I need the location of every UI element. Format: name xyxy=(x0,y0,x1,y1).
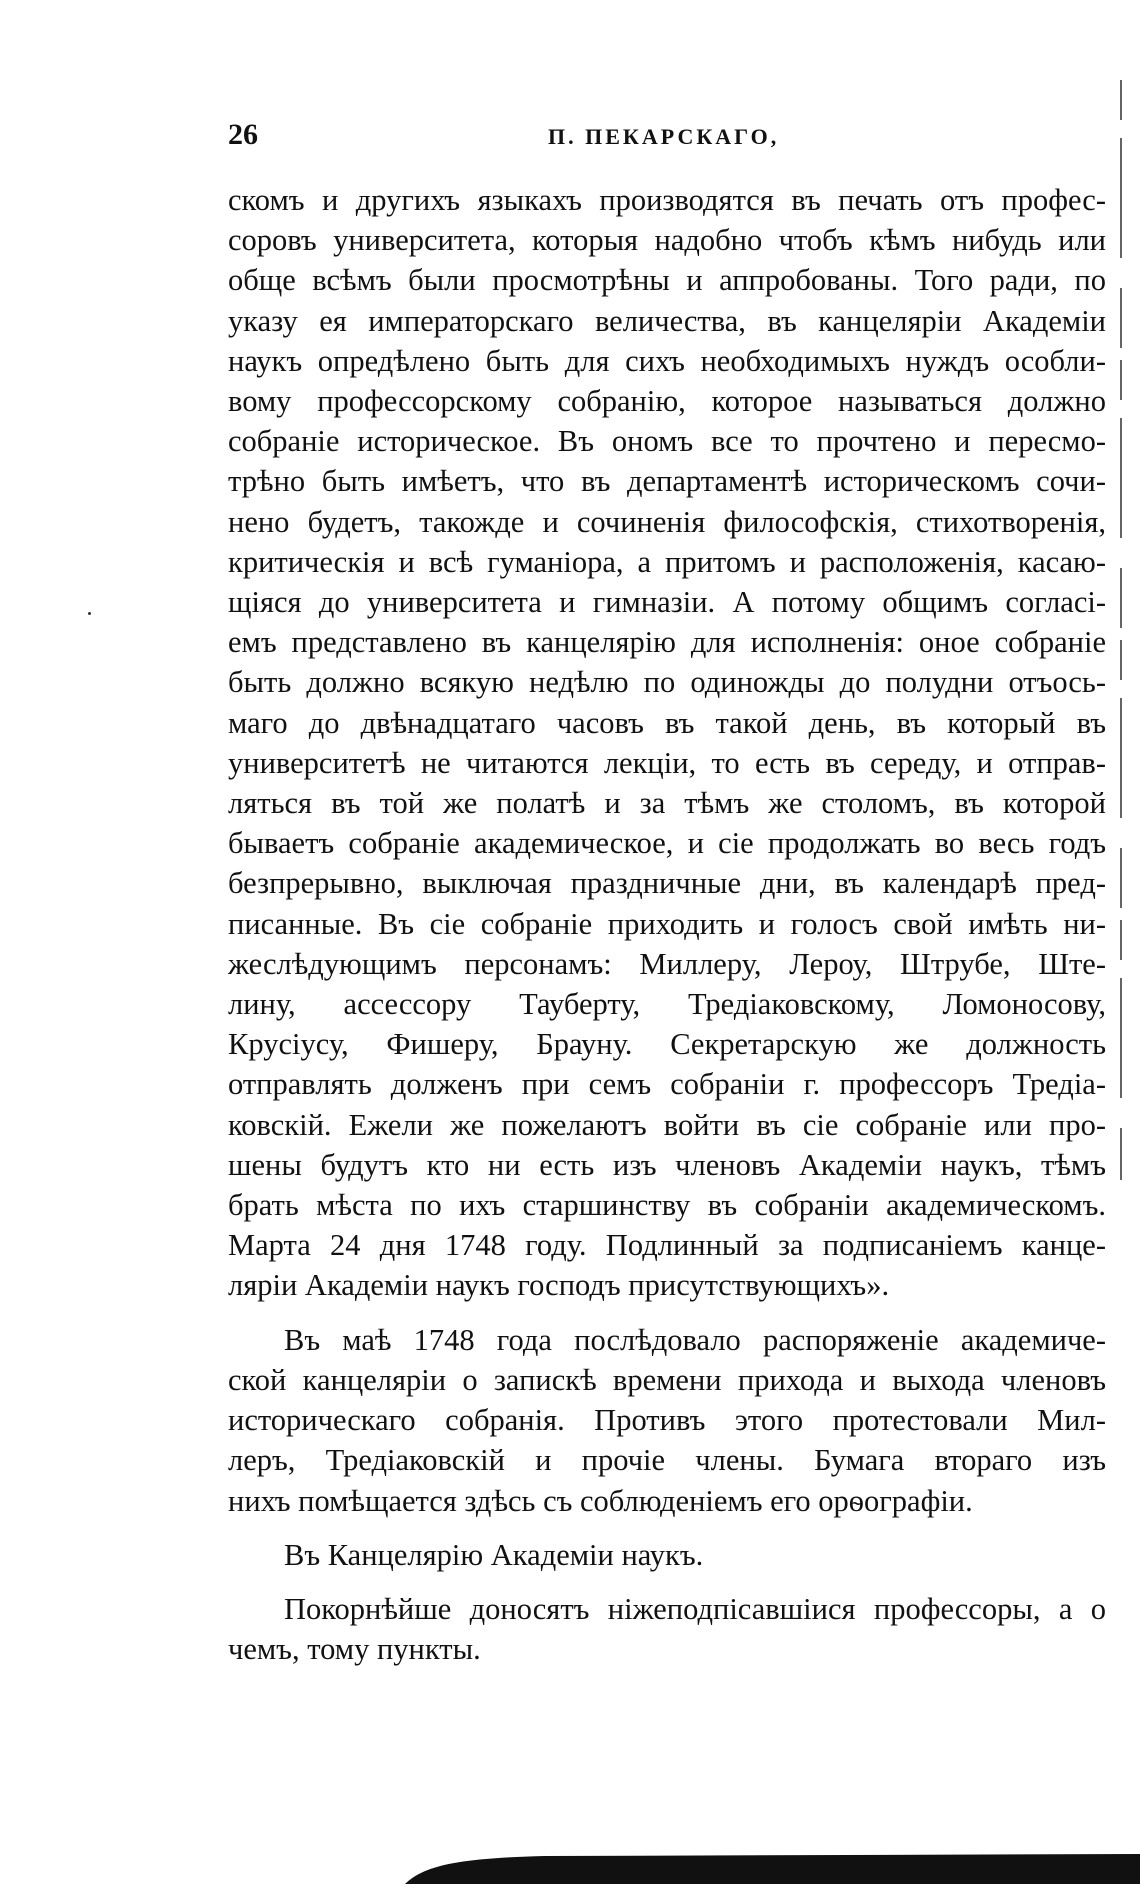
text-line: вому профессорскому собранію, которое называться должно xyxy=(228,384,1106,419)
text-line: нено будетъ, такожде и сочиненія философскія, стихотворенія, xyxy=(228,504,1106,539)
paragraph-address xyxy=(228,1535,1106,1575)
paragraph-petition-opening xyxy=(228,1589,1106,1669)
scan-edge-mark xyxy=(405,1854,1140,1884)
text-line: чемъ, тому пункты. xyxy=(228,1632,481,1667)
text-line: бываетъ собраніе академическое, и сіе продолжать во весь годъ xyxy=(228,826,1106,861)
text-line: указу ея императорскаго величества, въ канцеляріи Академіи xyxy=(228,303,1106,338)
text-line: маго до двѣнадцатаго часовъ въ такой день, въ который въ xyxy=(228,705,1106,740)
text-line: наукъ опредѣлено быть для сихъ необходимыхъ нуждъ особли- xyxy=(228,343,1106,378)
text-line: ляться въ той же полатѣ и за тѣмъ же столомъ, въ которой xyxy=(228,786,1106,821)
text-line: лину, ассессору Тауберту, Тредіаковскому, Ломоносову, xyxy=(228,987,1106,1022)
running-head: П. ПЕКАРСКАГО, xyxy=(548,124,780,149)
text-line: Въ маѣ 1748 года послѣдовало распоряженіе академиче- xyxy=(284,1322,1106,1357)
text-line: щіяся до университета и гимназіи. А потому общимъ согласі- xyxy=(228,585,1106,620)
page-number: 26 xyxy=(228,118,258,151)
text-line: скомъ и другихъ языкахъ производятся въ печать отъ профес- xyxy=(228,183,1106,217)
text-line: Марта 24 дня 1748 году. Подлинный за подписаніемъ канце- xyxy=(228,1228,1106,1263)
text-line: брать мѣста по ихъ старшинству въ собраніи академическомъ. xyxy=(228,1188,1106,1223)
text-line: быть должно всякую недѣлю по одиножды до полудни отъось- xyxy=(228,665,1106,700)
text-line: безпрерывно, выключая праздничные дни, въ календарѣ пред- xyxy=(228,866,1106,901)
text-line: обще всѣмъ были просмотрѣны и аппробованы. Того ради, по xyxy=(228,263,1106,298)
text-line: Въ Канцелярію Академіи наукъ. xyxy=(284,1537,704,1572)
paragraph-narrative xyxy=(228,1320,1106,1521)
paragraph-quoted-decree xyxy=(228,180,1106,1306)
text-line: собраніе историческое. Въ ономъ все то прочтено и пересмо- xyxy=(228,424,1106,459)
text-line: писанные. Въ сіе собраніе приходить и голосъ свой имѣть ни- xyxy=(228,906,1106,941)
text-line: историческаго собранія. Противъ этого протестовали Мил- xyxy=(228,1403,1106,1438)
text-line: ляріи Академіи наукъ господъ присутствующихъ». xyxy=(228,1268,890,1303)
text-line: университетѣ не читаются лекціи, то есть въ середу, и отправ- xyxy=(228,745,1106,780)
text-line: Покорнѣйше доносятъ ніжеподпісавшіися профессоры, а о xyxy=(284,1591,1106,1626)
scan-speck xyxy=(88,612,91,615)
text-line: ской канцеляріи о запискѣ времени прихода и выхода членовъ xyxy=(228,1362,1106,1397)
text-line: соровъ университета, которыя надобно чтобъ кѣмъ нибудь или xyxy=(228,223,1106,258)
text-line: жеслѣдующимъ персонамъ: Миллеру, Лероу, Штрубе, Ште- xyxy=(228,946,1106,981)
text-line: Крусіусу, Фишеру, Брауну. Секретарскую же должность xyxy=(228,1027,1106,1062)
text-line: леръ, Тредіаковскій и прочіе члены. Бумага втораго изъ xyxy=(228,1443,1106,1478)
page-edge-shadow xyxy=(1118,80,1124,1180)
text-line: емъ представлено въ канцелярію для исполненія: оное собраніе xyxy=(228,625,1106,660)
text-line: трѣно быть имѣетъ, что въ департаментѣ историческомъ сочи- xyxy=(228,464,1106,499)
text-line: шены будутъ кто ни есть изъ членовъ Академіи наукъ, тѣмъ xyxy=(228,1147,1106,1182)
page-text xyxy=(228,180,1106,1669)
text-line: нихъ помѣщается здѣсь съ соблюденіемъ его орѳографіи. xyxy=(228,1483,973,1518)
text-line: отправлять долженъ при семъ собраніи г. профессоръ Тредіа- xyxy=(228,1067,1106,1102)
text-line: ковскій. Ежели же пожелаютъ войти въ сіе собраніе или про- xyxy=(228,1107,1106,1142)
page-header xyxy=(228,118,1106,158)
text-line: критическія и всѣ гуманіора, а притомъ и расположенія, касаю- xyxy=(228,544,1106,579)
